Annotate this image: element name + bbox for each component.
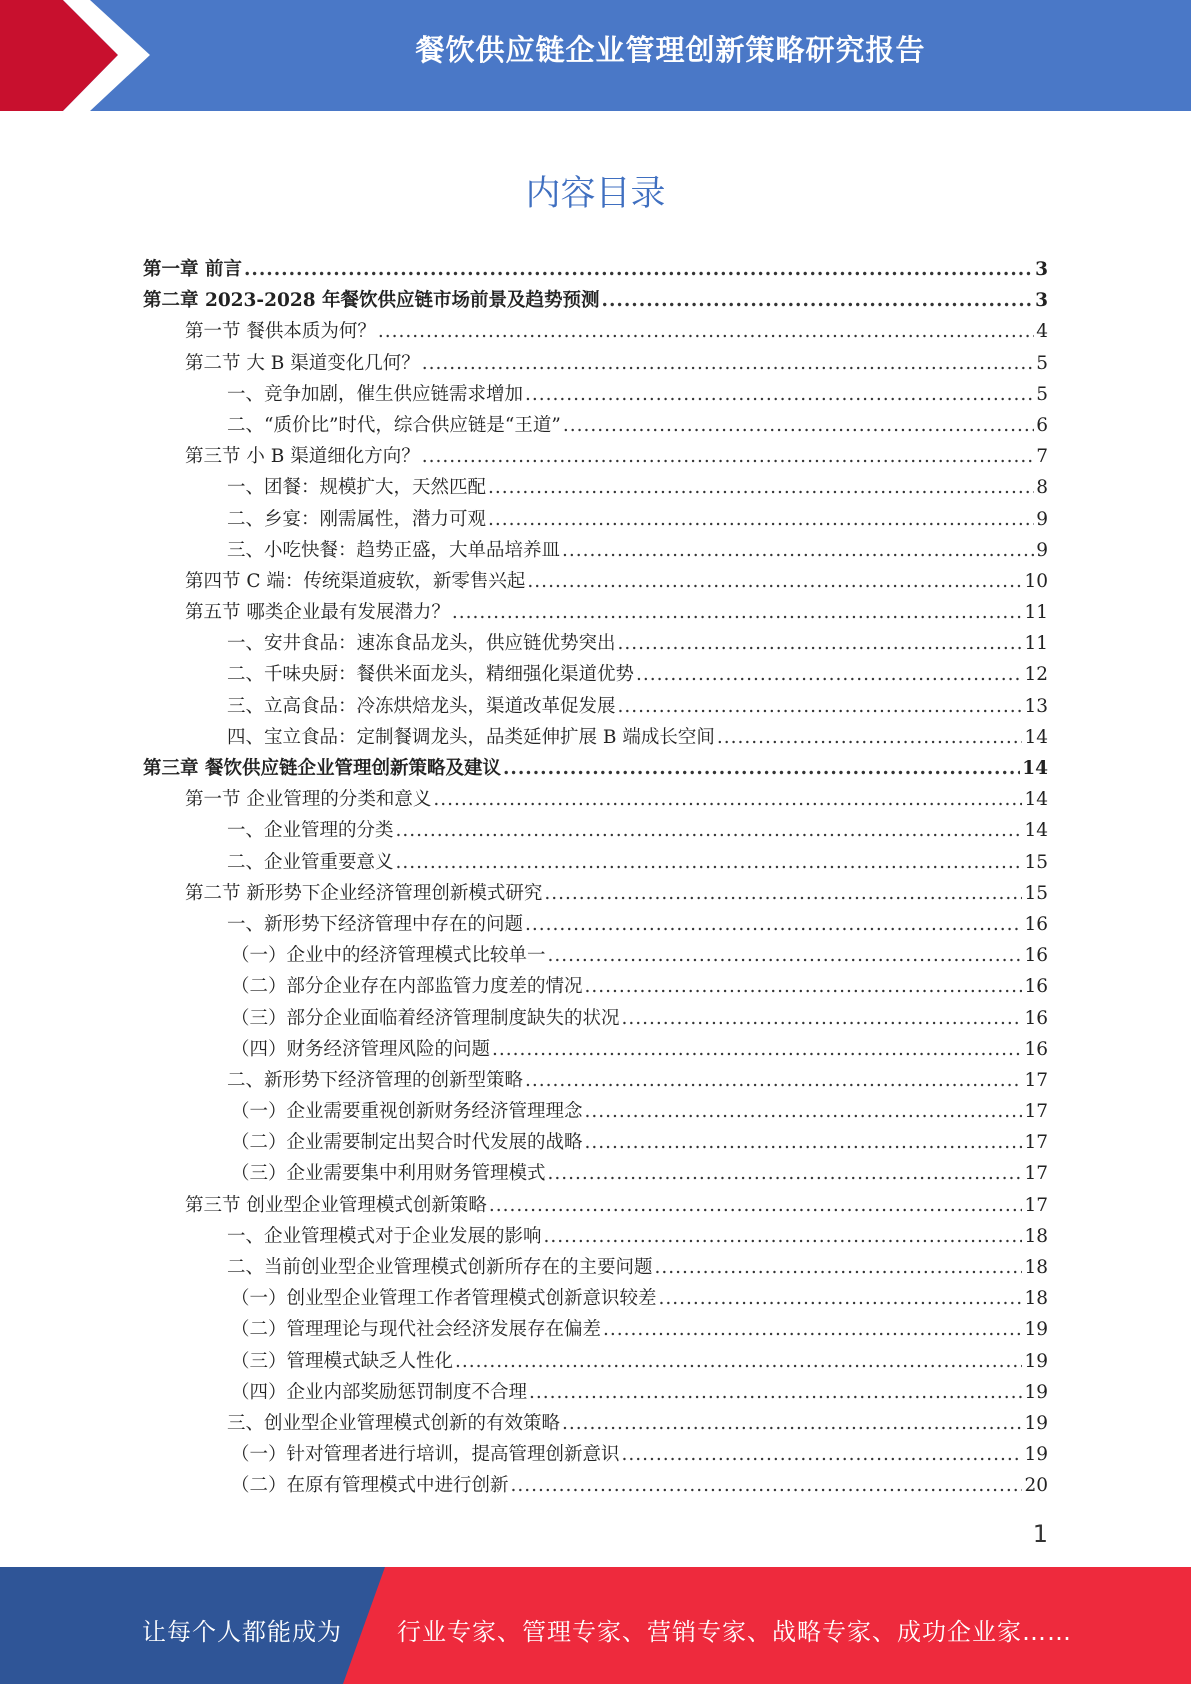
toc-entry-page: 16 bbox=[1024, 913, 1048, 935]
toc-entry-title: （二）在原有管理模式中进行创新 bbox=[231, 1475, 509, 1497]
toc-entry-page: 9 bbox=[1036, 539, 1048, 561]
toc-dot-leader bbox=[603, 1314, 1022, 1345]
toc-entry-title: 第二节 新形势下企业经济管理创新模式研究 bbox=[185, 882, 543, 904]
toc-entry[interactable] bbox=[143, 1439, 1048, 1470]
toc-entry-page: 16 bbox=[1024, 1007, 1048, 1029]
toc-dot-leader bbox=[618, 691, 1023, 722]
toc-dot-leader bbox=[244, 254, 1033, 285]
report-title: 餐饮供应链企业管理创新策略研究报告 bbox=[415, 33, 926, 67]
toc-entry[interactable] bbox=[143, 878, 1048, 909]
toc-entry-page: 11 bbox=[1024, 633, 1048, 655]
toc-entry-title: （一）针对管理者进行培训，提高管理创新意识 bbox=[231, 1444, 620, 1466]
toc-entry-page: 17 bbox=[1024, 1132, 1048, 1154]
toc-dot-leader bbox=[618, 628, 1023, 659]
toc-entry[interactable] bbox=[143, 1003, 1048, 1034]
toc-entry[interactable] bbox=[143, 971, 1048, 1002]
toc-entry-title: （三）管理模式缺乏人性化 bbox=[231, 1350, 454, 1372]
toc-dot-leader bbox=[452, 597, 1023, 628]
toc-dot-leader bbox=[585, 1096, 1023, 1127]
toc-dot-leader bbox=[422, 441, 1034, 472]
toc-entry-page: 14 bbox=[1024, 820, 1048, 842]
toc-entry-page: 17 bbox=[1024, 1069, 1048, 1091]
toc-entry-page: 9 bbox=[1036, 508, 1048, 530]
toc-entry-page: 8 bbox=[1036, 477, 1048, 499]
toc-entry-title: （一）企业需要重视创新财务经济管理理念 bbox=[231, 1101, 583, 1123]
toc-dot-leader bbox=[585, 1127, 1023, 1158]
toc-entry-page: 16 bbox=[1024, 1038, 1048, 1060]
toc-entry[interactable] bbox=[143, 535, 1048, 566]
toc-entry-title: 一、企业管理模式对于企业发展的影响 bbox=[227, 1225, 542, 1247]
toc-entry[interactable] bbox=[143, 472, 1048, 503]
toc-entry-title: （三）企业需要集中利用财务管理模式 bbox=[231, 1163, 546, 1185]
toc-dot-leader bbox=[655, 1252, 1023, 1283]
toc-dot-leader bbox=[622, 1003, 1023, 1034]
toc-dot-leader bbox=[433, 784, 1022, 815]
toc-dot-leader bbox=[548, 940, 1023, 971]
toc-entry-title: 二、当前创业型企业管理模式创新所存在的主要问题 bbox=[227, 1257, 653, 1278]
toc-entry[interactable] bbox=[143, 566, 1048, 597]
toc-dot-leader bbox=[488, 472, 1034, 503]
toc-entry[interactable] bbox=[143, 1158, 1048, 1189]
toc-entry[interactable] bbox=[143, 254, 1048, 285]
toc-entry-title: 一、竞争加剧，催生供应链需求增加 bbox=[227, 383, 524, 405]
toc-entry-page: 11 bbox=[1024, 602, 1048, 624]
toc-entry-page: 17 bbox=[1024, 1101, 1048, 1123]
toc-entry[interactable] bbox=[143, 940, 1048, 971]
toc-entry[interactable] bbox=[143, 441, 1048, 472]
toc-entry-page: 16 bbox=[1024, 945, 1048, 967]
toc-entry-title: （一）企业中的经济管理模式比较单一 bbox=[231, 945, 546, 967]
toc-entry-title: 第三章 餐饮供应链企业管理创新策略及建议 bbox=[143, 758, 501, 779]
toc-entry-title: 二、乡宴：刚需属性，潜力可观 bbox=[227, 508, 487, 530]
footer-slogan-left: 让每个人都能成为 bbox=[142, 1618, 342, 1646]
toc-entry[interactable] bbox=[143, 316, 1048, 347]
header-band bbox=[0, 0, 1191, 111]
toc-entry-page: 17 bbox=[1024, 1163, 1048, 1185]
toc-entry[interactable] bbox=[143, 1283, 1048, 1314]
toc-entry-page: 14 bbox=[1024, 726, 1048, 748]
footer-slogan-right: 行业专家、管理专家、营销专家、战略专家、成功企业家…… bbox=[397, 1618, 1072, 1646]
toc-entry-page: 18 bbox=[1024, 1225, 1048, 1247]
toc-entry-page: 7 bbox=[1036, 446, 1048, 468]
toc-entry-page: 16 bbox=[1024, 976, 1048, 998]
toc-dot-leader bbox=[529, 1377, 1022, 1408]
toc-dot-leader bbox=[488, 504, 1034, 535]
toc-dot-leader bbox=[659, 1283, 1023, 1314]
toc-entry-page: 18 bbox=[1024, 1288, 1048, 1310]
toc-entry-title: 三、创业型企业管理模式创新的有效策略 bbox=[227, 1412, 561, 1434]
toc-entry-title: 二、企业管重要意义 bbox=[227, 851, 394, 873]
toc-entry[interactable] bbox=[143, 909, 1048, 940]
toc-entry-page: 3 bbox=[1035, 259, 1048, 280]
toc-dot-leader bbox=[544, 1221, 1023, 1252]
toc-entry[interactable] bbox=[143, 504, 1048, 535]
toc-heading: 内容目录 bbox=[525, 174, 666, 214]
toc-entry-title: （四）财务经济管理风险的问题 bbox=[231, 1038, 491, 1060]
toc-entry[interactable] bbox=[143, 1470, 1048, 1501]
toc-entry[interactable] bbox=[143, 815, 1048, 846]
toc-dot-leader bbox=[636, 659, 1022, 690]
toc-entry-title: 四、宝立食品：定制餐调龙头，品类延伸扩展 B 端成长空间 bbox=[227, 726, 715, 748]
toc-entry-page: 4 bbox=[1036, 321, 1048, 343]
toc-entry[interactable] bbox=[143, 1377, 1048, 1408]
toc-entry-title: （四）企业内部奖励惩罚制度不合理 bbox=[231, 1381, 528, 1403]
toc-entry[interactable] bbox=[143, 722, 1048, 753]
toc-dot-leader bbox=[717, 722, 1023, 753]
toc-entry-title: 第一章 前言 bbox=[143, 259, 242, 280]
page-number: 1 bbox=[1032, 1520, 1048, 1548]
toc-dot-leader bbox=[525, 909, 1022, 940]
toc-entry-title: 第一节 餐供本质为何？ bbox=[185, 321, 376, 343]
toc-dot-leader bbox=[622, 1439, 1023, 1470]
toc-entry-page: 19 bbox=[1024, 1319, 1048, 1341]
toc-entry-title: 第二章 2023-2028 年餐饮供应链市场前景及趋势预测 bbox=[143, 290, 600, 312]
toc-list bbox=[143, 254, 1048, 1502]
toc-entry[interactable] bbox=[143, 1314, 1048, 1345]
toc-dot-leader bbox=[489, 1190, 1023, 1221]
toc-dot-leader bbox=[525, 379, 1034, 410]
toc-dot-leader bbox=[511, 1470, 1023, 1501]
toc-dot-leader bbox=[525, 1065, 1022, 1096]
toc-dot-leader bbox=[562, 1408, 1022, 1439]
toc-entry[interactable] bbox=[143, 1408, 1048, 1439]
toc-entry-page: 19 bbox=[1024, 1350, 1048, 1372]
toc-dot-leader bbox=[455, 1346, 1022, 1377]
toc-entry-page: 14 bbox=[1022, 758, 1048, 779]
toc-entry[interactable] bbox=[143, 1190, 1048, 1221]
toc-entry-title: （二）管理理论与现代社会经济发展存在偏差 bbox=[231, 1319, 602, 1341]
toc-entry[interactable] bbox=[143, 628, 1048, 659]
toc-dot-leader bbox=[563, 410, 1034, 441]
toc-entry-title: 二、“质价比”时代，综合供应链是“王道” bbox=[227, 414, 561, 436]
toc-entry-title: （二）部分企业存在内部监管力度差的情况 bbox=[231, 976, 583, 998]
toc-entry[interactable] bbox=[143, 691, 1048, 722]
toc-dot-leader bbox=[396, 847, 1023, 878]
toc-entry-page: 5 bbox=[1036, 383, 1048, 405]
toc-dot-leader bbox=[585, 971, 1023, 1002]
toc-entry[interactable] bbox=[143, 1034, 1048, 1065]
toc-entry-page: 20 bbox=[1024, 1475, 1048, 1497]
toc-entry-title: （三）部分企业面临着经济管理制度缺失的状况 bbox=[231, 1007, 620, 1029]
toc-dot-leader bbox=[527, 566, 1022, 597]
toc-dot-leader bbox=[503, 753, 1020, 784]
toc-entry-title: 第二节 大 B 渠道变化几何？ bbox=[185, 352, 420, 374]
toc-entry-title: 一、团餐：规模扩大，天然匹配 bbox=[227, 477, 487, 499]
toc-entry[interactable] bbox=[143, 348, 1048, 379]
toc-entry-title: 二、新形势下经济管理的创新型策略 bbox=[227, 1069, 524, 1091]
toc-entry[interactable] bbox=[143, 753, 1048, 784]
toc-entry[interactable] bbox=[143, 1221, 1048, 1252]
toc-entry-page: 15 bbox=[1024, 882, 1048, 904]
toc-dot-leader bbox=[492, 1034, 1022, 1065]
toc-entry-page: 5 bbox=[1036, 352, 1048, 374]
toc-dot-leader bbox=[422, 348, 1034, 379]
toc-entry-title: 第一节 企业管理的分类和意义 bbox=[185, 789, 432, 811]
toc-entry-page: 14 bbox=[1024, 789, 1048, 811]
toc-entry[interactable] bbox=[143, 1346, 1048, 1377]
toc-entry[interactable] bbox=[143, 784, 1048, 815]
toc-entry-title: 二、千味央厨：餐供米面龙头，精细强化渠道优势 bbox=[227, 664, 635, 686]
toc-entry-page: 10 bbox=[1024, 570, 1048, 592]
toc-entry-title: （二）企业需要制定出契合时代发展的战略 bbox=[231, 1132, 583, 1154]
toc-entry[interactable] bbox=[143, 1096, 1048, 1127]
toc-dot-leader bbox=[396, 815, 1023, 846]
toc-entry[interactable] bbox=[143, 597, 1048, 628]
toc-entry[interactable] bbox=[143, 410, 1048, 441]
toc-entry[interactable] bbox=[143, 379, 1048, 410]
toc-dot-leader bbox=[602, 285, 1034, 316]
toc-entry[interactable] bbox=[143, 285, 1048, 316]
toc-dot-leader bbox=[562, 535, 1034, 566]
toc-entry-page: 17 bbox=[1024, 1194, 1048, 1216]
toc-entry-title: 第三节 小 B 渠道细化方向？ bbox=[185, 446, 420, 468]
toc-entry[interactable] bbox=[143, 1252, 1048, 1283]
toc-entry-page: 15 bbox=[1024, 851, 1048, 873]
toc-entry-page: 19 bbox=[1024, 1381, 1048, 1403]
toc-entry-title: （一）创业型企业管理工作者管理模式创新意识较差 bbox=[231, 1288, 657, 1310]
toc-entry-title: 第五节 哪类企业最有发展潜力？ bbox=[185, 602, 450, 624]
toc-entry[interactable] bbox=[143, 847, 1048, 878]
toc-entry-title: 三、小吃快餐：趋势正盛，大单品培养皿 bbox=[227, 539, 561, 561]
toc-entry-title: 一、企业管理的分类 bbox=[227, 820, 394, 842]
toc-entry-page: 18 bbox=[1024, 1257, 1048, 1278]
toc-entry-page: 19 bbox=[1024, 1444, 1048, 1466]
toc-dot-leader bbox=[548, 1158, 1023, 1189]
toc-entry-page: 13 bbox=[1024, 695, 1048, 717]
toc-entry-page: 19 bbox=[1024, 1412, 1048, 1434]
toc-entry-title: 三、立高食品：冷冻烘焙龙头，渠道改革促发展 bbox=[227, 695, 616, 717]
toc-entry-page: 3 bbox=[1035, 290, 1048, 312]
toc-entry-title: 第三节 创业型企业管理模式创新策略 bbox=[185, 1194, 487, 1216]
toc-entry-title: 第四节 C 端：传统渠道疲软，新零售兴起 bbox=[185, 570, 526, 592]
toc-dot-leader bbox=[544, 878, 1022, 909]
toc-entry-page: 12 bbox=[1024, 664, 1048, 686]
toc-entry[interactable] bbox=[143, 1065, 1048, 1096]
toc-dot-leader bbox=[378, 316, 1034, 347]
toc-entry-title: 一、新形势下经济管理中存在的问题 bbox=[227, 913, 524, 935]
toc-entry-title: 一、安井食品：速冻食品龙头，供应链优势突出 bbox=[227, 633, 616, 655]
toc-entry[interactable] bbox=[143, 659, 1048, 690]
toc-entry-page: 6 bbox=[1036, 414, 1048, 436]
toc-entry[interactable] bbox=[143, 1127, 1048, 1158]
footer-band bbox=[0, 1567, 1191, 1684]
